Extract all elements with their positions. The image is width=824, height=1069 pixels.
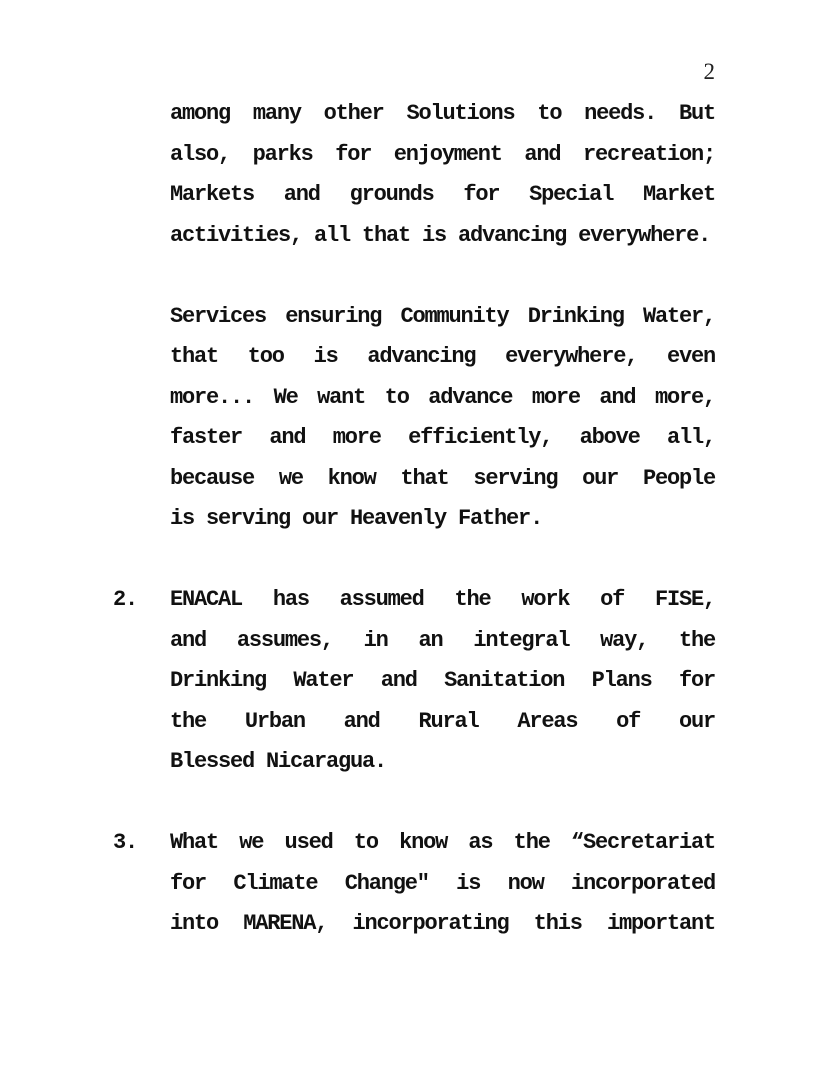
text-line: for Climate Change" is now incorporated [170, 870, 715, 896]
paragraph [113, 580, 715, 783]
page-number: 2 [703, 59, 715, 84]
paragraph [113, 823, 715, 945]
text-line: faster and more efficiently, above all, [170, 425, 715, 450]
text-line: into MARENA, incorporating this important [170, 911, 715, 936]
document-body [113, 94, 715, 945]
text-line: more... We want to advance more and more, [170, 384, 715, 410]
paragraph-marker: 2. [113, 587, 138, 612]
text-line: Markets and grounds for Special Market [170, 182, 715, 207]
text-line: activities, all that is advancing everywhere. [170, 222, 711, 248]
text-line: the Urban and Rural Areas of our [170, 708, 715, 734]
paragraph-text [170, 823, 715, 945]
text-line: Blessed Nicaragua. [170, 749, 387, 774]
text-line: Services ensuring Community Drinking Water, [170, 303, 715, 329]
text-line: because we know that serving our People [170, 465, 715, 491]
text-line: Drinking Water and Sanitation Plans for [170, 668, 715, 693]
paragraph-text [170, 580, 715, 783]
text-line: is serving our Heavenly Father. [170, 506, 543, 531]
text-line: and assumes, in an integral way, the [170, 627, 715, 653]
paragraph-marker: 3. [113, 830, 138, 855]
text-line: ENACAL has assumed the work of FISE, [170, 587, 715, 612]
paragraph-text [170, 297, 715, 540]
paragraph-text [170, 94, 715, 256]
text-line: that too is advancing everywhere, even [170, 344, 715, 369]
paragraph [113, 94, 715, 256]
paragraph [113, 297, 715, 540]
text-line: among many other Solutions to needs. But [170, 101, 715, 126]
text-line: What we used to know as the “Secretariat [170, 830, 715, 855]
text-line: also, parks for enjoyment and recreation; [170, 141, 715, 167]
